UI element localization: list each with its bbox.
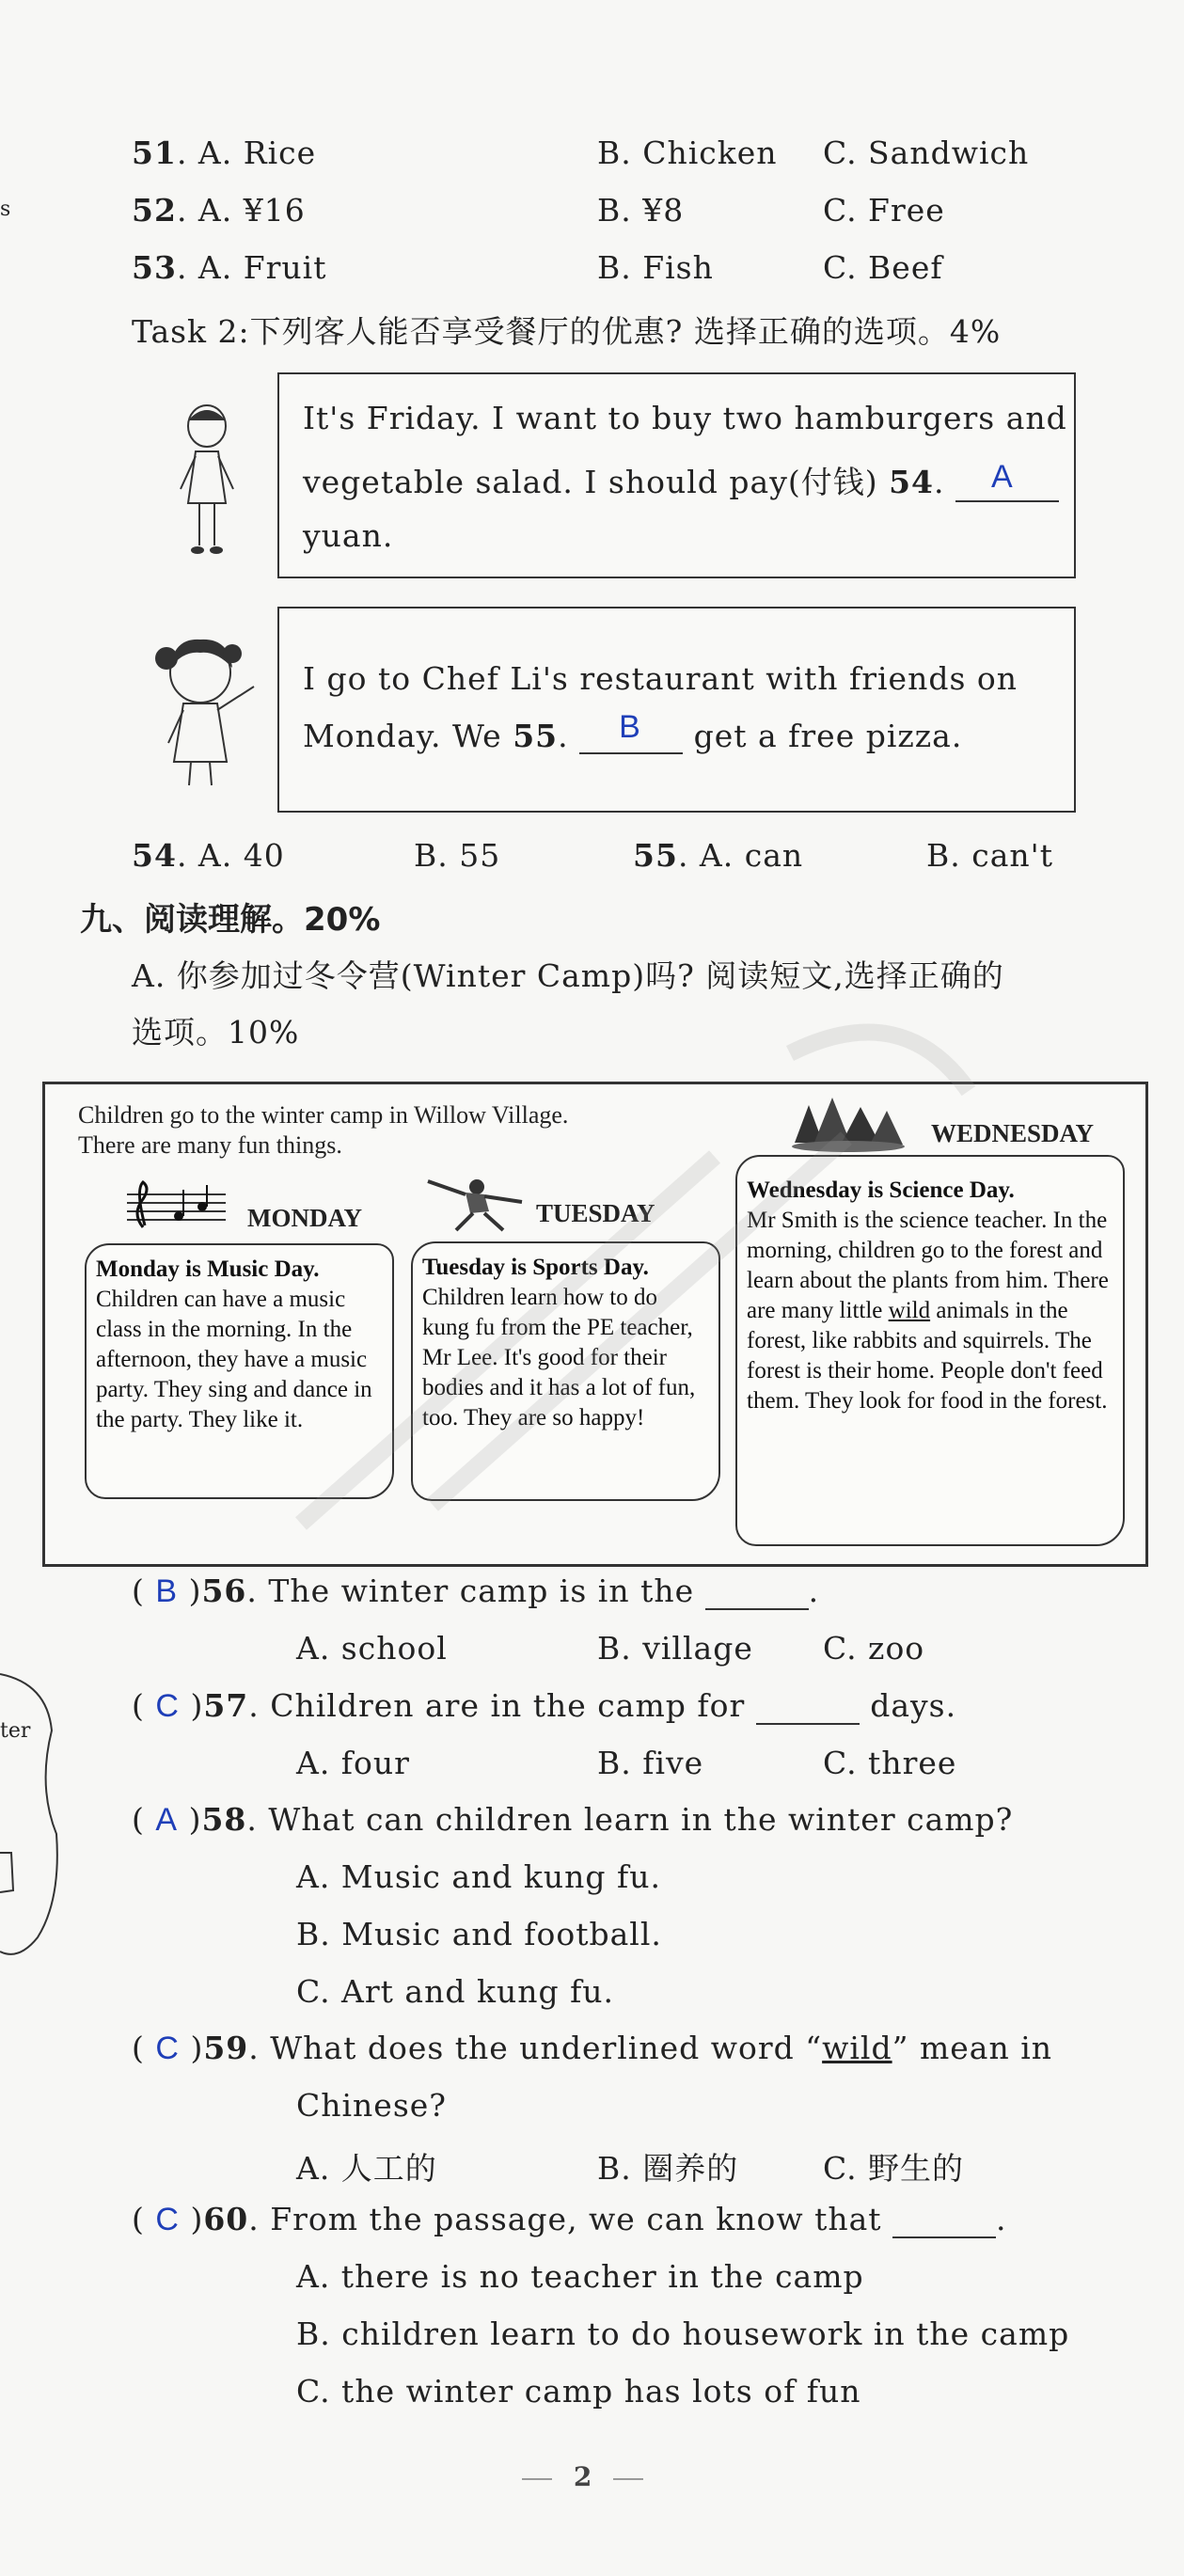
answer-58: A: [155, 1802, 179, 1838]
box1-line2: vegetable salad. I should pay(付钱) 54. A: [303, 458, 1059, 502]
q56-option-c: C. zoo: [823, 1630, 925, 1667]
margin-bubble-fragment: [0, 1665, 66, 1966]
underlined-word: wild: [888, 1298, 931, 1323]
q56-option-a: A. school: [296, 1630, 448, 1667]
passage-intro: Children go to the winter camp in Willow Village. There are many fun things.: [78, 1101, 569, 1159]
girl-illustration: [146, 630, 268, 795]
q53-option-b: B. Fish: [597, 249, 714, 286]
wednesday-card: Wednesday is Science Day. Mr Smith is the science teacher. In the morning, children go to the forest and learn about the plants from him. There are many little wild animals in the forest, like rabbits and squirrels. The forest is their home. People don't feed them. They look for food in the forest.: [735, 1155, 1125, 1546]
question-56: ( B )56. The winter camp is in the .: [132, 1572, 820, 1609]
q51-option-a: 51. A. Rice: [132, 134, 317, 171]
task2-title: Task 2:下列客人能否享受餐厅的优惠? 选择正确的选项。4%: [132, 313, 1002, 350]
q59-option-a: A. 人工的: [296, 2150, 437, 2187]
question-59: ( C )59. What does the underlined word “wild” mean in: [132, 2030, 1053, 2066]
q59-option-c: C. 野生的: [823, 2150, 965, 2187]
margin-fragment: ter: [0, 1719, 31, 1743]
answer-55: B: [619, 709, 641, 745]
q60-option-b: B. children learn to do housework in the camp: [296, 2315, 1070, 2352]
q51-option-c: C. Sandwich: [823, 134, 1030, 171]
answer-57: C: [155, 1688, 180, 1724]
question-60: ( C )60. From the passage, we can know that .: [132, 2201, 1007, 2237]
monday-body: Children can have a music class in the morning. In the afternoon, they have a music party. They sing and dance in the party. They like it.: [96, 1287, 372, 1432]
page-number: 2: [573, 2461, 592, 2492]
q52-option-b: B. ¥8: [597, 192, 685, 229]
q55-option-b: B. can't: [926, 837, 1053, 874]
q58-option-a: A. Music and kung fu.: [296, 1858, 661, 1895]
wednesday-heading: WEDNESDAY: [931, 1119, 1095, 1147]
section-heading: 九、阅读理解。20%: [80, 901, 381, 939]
q54-option-a: 54. A. 40: [132, 837, 285, 874]
answer-60: C: [155, 2202, 180, 2237]
q58-option-b: B. Music and football.: [296, 1916, 662, 1952]
underlined-word: wild: [822, 2030, 892, 2066]
q55-option-a: 55. A. can: [633, 837, 804, 874]
monday-heading: MONDAY: [247, 1204, 363, 1232]
reading-intro-line1: A. 你参加过冬令营(Winter Camp)吗? 阅读短文,选择正确的: [132, 957, 1004, 994]
wednesday-title: Wednesday is Science Day.: [747, 1177, 1015, 1203]
q52-option-c: C. Free: [823, 192, 945, 229]
q60-option-c: C. the winter camp has lots of fun: [296, 2373, 861, 2410]
question-57: ( C )57. Children are in the camp for days.: [132, 1687, 957, 1724]
box2-line2: Monday. We 55. B get a free pizza.: [303, 709, 963, 754]
box2-line1: I go to Chef Li's restaurant with friends on: [303, 660, 1018, 697]
tuesday-title: Tuesday is Sports Day.: [422, 1255, 649, 1280]
box1-line3: yuan.: [303, 517, 394, 554]
reading-intro-line2: 选项。10%: [132, 1014, 300, 1051]
dialogue-box-2: [277, 607, 1076, 813]
tuesday-heading: TUESDAY: [536, 1199, 655, 1227]
page-footer: [522, 2461, 643, 2492]
tuesday-body: Children learn how to do kung fu from the PE teacher, Mr Lee. It's good for their bodies and it has a lot of fun, too. They are so happy!: [422, 1285, 696, 1430]
q58-option-c: C. Art and kung fu.: [296, 1973, 615, 2010]
margin-fragment: s: [0, 198, 11, 221]
q53-option-a: 53. A. Fruit: [132, 249, 327, 286]
q51-option-b: B. Chicken: [597, 134, 778, 171]
q56-option-b: B. village: [597, 1630, 753, 1667]
question-58: ( A )58. What can children learn in the winter camp?: [132, 1801, 1014, 1838]
q53-option-c: C. Beef: [823, 249, 943, 286]
q52-option-a: 52. A. ¥16: [132, 192, 306, 229]
q54-option-b: B. 55: [414, 837, 501, 874]
q59-line2: Chinese?: [296, 2087, 447, 2124]
q57-option-c: C. three: [823, 1745, 957, 1781]
box1-line1: It's Friday. I want to buy two hamburgers and: [303, 400, 1067, 436]
q57-option-b: B. five: [597, 1745, 704, 1781]
girl-illustration: [169, 400, 245, 560]
q59-option-b: B. 圈养的: [597, 2150, 739, 2187]
answer-59: C: [155, 2031, 180, 2066]
monday-title: Monday is Music Day.: [96, 1256, 320, 1282]
answer-56: B: [155, 1573, 179, 1609]
q60-option-a: A. there is no teacher in the camp: [296, 2258, 864, 2295]
answer-54: A: [991, 459, 1014, 495]
watermark-graphic: [188, 940, 1129, 1599]
q57-option-a: A. four: [296, 1745, 410, 1781]
